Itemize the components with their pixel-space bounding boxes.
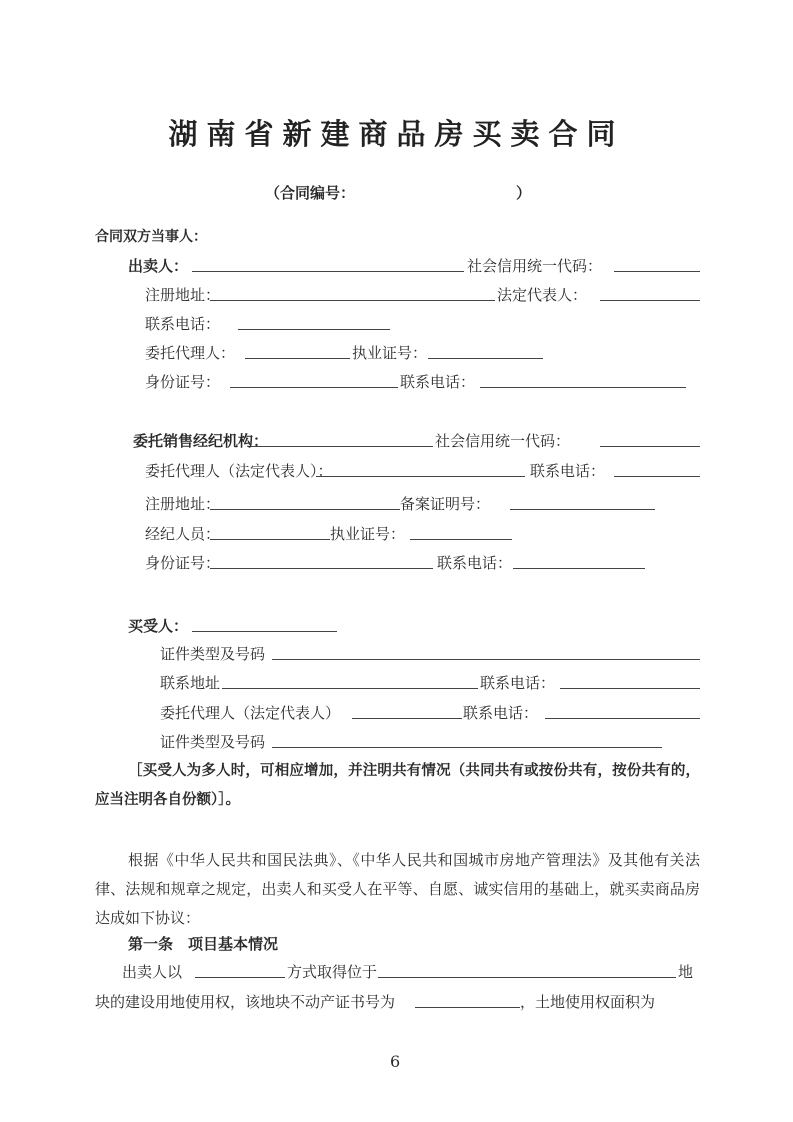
acquisition-method-field[interactable]: [195, 977, 285, 978]
agency-broker-label: 经纪人员：: [145, 525, 221, 543]
document-title: 湖南省新建商品房买卖合同: [168, 117, 625, 151]
seller-agent-phone-label: 联系电话：: [400, 373, 476, 391]
agency-credit-code-field[interactable]: [600, 446, 700, 447]
agency-broker-phone-field[interactable]: [513, 568, 645, 569]
land-location-field[interactable]: [378, 977, 676, 978]
agency-phone-field[interactable]: [614, 476, 700, 477]
seller-credit-code-field[interactable]: [614, 271, 700, 272]
agency-broker-phone-label: 联系电话：: [437, 554, 513, 572]
seller-agent-field[interactable]: [245, 358, 350, 359]
seller-legal-rep-label: 法定代表人：: [497, 286, 588, 304]
contract-no-close: ）: [516, 184, 532, 202]
buyer-id-type-label: 证件类型及号码: [160, 645, 266, 663]
agency-agent-field[interactable]: [316, 476, 525, 477]
agency-id-field[interactable]: [210, 568, 433, 569]
buyer-name-field[interactable]: [192, 631, 337, 632]
agency-phone-label: 联系电话：: [530, 462, 606, 480]
buyer-label: 买受人：: [128, 617, 189, 635]
buyer-phone-field[interactable]: [560, 688, 700, 689]
agency-id-label: 身份证号：: [145, 554, 221, 572]
buyer-phone-label: 联系电话：: [480, 674, 556, 692]
article1-heading: 第一条 项目基本情况: [128, 935, 279, 953]
agency-filing-label: 备案证明号：: [400, 495, 491, 513]
buyer-agent-label: 委托代理人（法定代表人）: [160, 704, 341, 722]
seller-license-field[interactable]: [428, 358, 543, 359]
seller-name-field[interactable]: [192, 271, 464, 272]
buyer-note: ［买受人为多人时，可相应增加，并注明共有情况（共同共有或按份共有，按份共有的，应当注明各自份额）］。: [95, 763, 700, 808]
buyer-agent-field[interactable]: [352, 718, 462, 719]
agency-address-field[interactable]: [210, 509, 400, 510]
buyer-agent-id-type-field[interactable]: [272, 747, 662, 748]
page-number: 6: [390, 1052, 401, 1071]
seller-id-label: 身份证号：: [145, 373, 221, 391]
article1-text-4: 块的建设用地使用权，该地块不动产证书号为: [95, 993, 396, 1011]
buyer-agent-phone-label: 联系电话：: [463, 704, 539, 722]
agency-license-field[interactable]: [410, 539, 512, 540]
article1-text-1: 出卖人以: [122, 963, 183, 981]
agency-credit-code-label: 社会信用统一代码：: [435, 432, 571, 450]
buyer-id-type-field[interactable]: [272, 659, 700, 660]
agency-agent-label: 委托代理人（法定代表人）：: [145, 462, 333, 480]
seller-agent-label: 委托代理人：: [145, 344, 236, 362]
property-cert-field[interactable]: [415, 1007, 520, 1008]
seller-license-label: 执业证号：: [352, 344, 428, 362]
seller-legal-rep-field[interactable]: [600, 300, 700, 301]
contract-no-label: （合同编号：: [265, 184, 356, 202]
seller-label: 出卖人：: [128, 257, 189, 275]
article1-text-3: 地: [678, 963, 694, 981]
agency-label: 委托销售经纪机构：: [133, 432, 269, 450]
parties-heading: 合同双方当事人：: [95, 229, 207, 245]
article1-text-5: ，土地使用权面积为: [520, 993, 656, 1011]
seller-address-field[interactable]: [210, 300, 495, 301]
article1-text-2: 方式取得位于: [287, 963, 378, 981]
agency-address-label: 注册地址：: [145, 495, 221, 513]
seller-phone-field[interactable]: [238, 329, 390, 330]
agency-filing-field[interactable]: [510, 509, 655, 510]
seller-agent-phone-field[interactable]: [480, 387, 686, 388]
buyer-address-label: 联系地址: [160, 674, 221, 692]
seller-phone-label: 联系电话：: [145, 315, 221, 333]
buyer-address-field[interactable]: [222, 688, 478, 689]
preamble: 根据《中华人民共和国民法典》、《中华人民共和国城市房地产管理法》及其他有关法律、法规和规章之规定，出卖人和买受人在平等、自愿、诚实信用的基础上，就买卖商品房达成如下协议：: [95, 851, 700, 927]
seller-credit-code-label: 社会信用统一代码：: [467, 257, 603, 275]
seller-id-field[interactable]: [230, 387, 398, 388]
agency-name-field[interactable]: [250, 446, 433, 447]
buyer-agent-phone-field[interactable]: [545, 718, 700, 719]
agency-license-label: 执业证号：: [330, 525, 406, 543]
buyer-agent-id-type-label: 证件类型及号码: [160, 733, 266, 751]
agency-broker-field[interactable]: [210, 539, 330, 540]
seller-address-label: 注册地址：: [145, 286, 221, 304]
